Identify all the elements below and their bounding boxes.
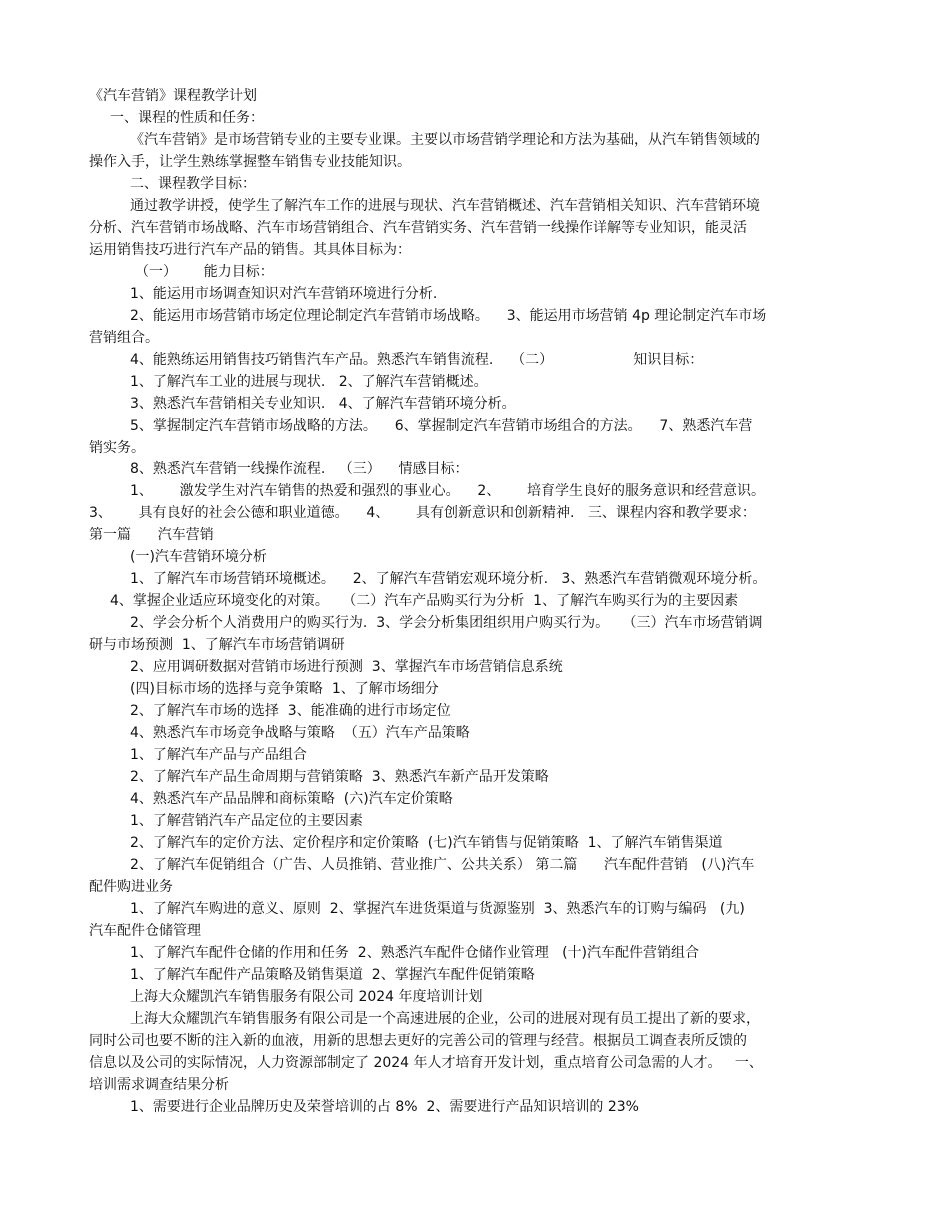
document-body xyxy=(0,86,950,1119)
subsection-heading: (四)目标市场的选择与竞争策略 1、了解市场细分 xyxy=(130,681,439,698)
paragraph-line: 培训需求调查结果分析 xyxy=(89,1076,229,1093)
list-item: 2、能运用市场营销市场定位理论制定汽车营销市场战略。 3、能运用市场营销 4p 理论制定汽车市场 xyxy=(130,307,767,324)
list-item: 1、能运用市场调查知识对汽车营销环境进行分析. xyxy=(130,285,438,302)
doc-title: 《汽车营销》课程教学计划 xyxy=(89,88,257,104)
paragraph-line: 研与市场预测 1、了解汽车市场营销调研 xyxy=(89,637,345,654)
paragraph-line: 同时公司也要不断的注入新的血液，用新的思想去更好的完善公司的管理与经营。根据员工调查表所反馈的 xyxy=(89,1032,747,1049)
paragraph-line: 营销组合。 xyxy=(89,329,159,346)
list-item: 4、掌握企业适应环境变化的对策。 （二）汽车产品购买行为分析 1、了解汽车购买行为的主要因素 xyxy=(110,593,739,610)
paragraph-line: 分析、汽车营销市场战略、汽车市场营销组合、汽车营销实务、汽车营销一线操作详解等专业知识，能灵活 xyxy=(89,219,747,236)
list-item: 1、了解汽车配件产品策略及销售渠道 2、掌握汽车配件促销策略 xyxy=(130,966,535,983)
list-item: 1、 激发学生对汽车销售的热爱和强烈的事业心。 2、 培育学生良好的服务意识和经营意识。 xyxy=(130,483,766,500)
list-item: 1、需要进行企业品牌历史及荣誉培训的占 8% 2、需要进行产品知识培训的 23% xyxy=(130,1098,639,1115)
list-item: 2、了解汽车产品生命周期与营销策略 3、熟悉汽车新产品开发策略 xyxy=(130,769,549,786)
list-item: 1、了解营销汽车产品定位的主要因素 xyxy=(130,812,363,829)
paragraph-line: 配件购进业务 xyxy=(89,878,173,895)
subsection-heading: （一） 能力目标： xyxy=(135,263,274,280)
part-heading: 第一篇 汽车营销 xyxy=(89,527,214,544)
list-item: 1、了解汽车配件仓储的作用和任务 2、熟悉汽车配件仓储作业管理 (十)汽车配件营销组合 xyxy=(130,944,699,961)
list-item: 2、了解汽车市场的选择 3、能准确的进行市场定位 xyxy=(130,703,451,720)
list-item: 1、了解汽车市场营销环境概述。 2、了解汽车营销宏观环境分析. 3、熟悉汽车营销微观环境分析。 xyxy=(130,571,767,588)
section-heading: 二、课程教学目标： xyxy=(130,175,256,192)
list-item: 1、了解汽车工业的进展与现状. 2、了解汽车营销概述。 xyxy=(130,373,488,390)
paragraph-line: 上海大众耀凯汽车销售服务有限公司是一个高速进展的企业，公司的进展对现有员工提出了新的要求， xyxy=(130,1010,760,1027)
paragraph-line: 通过教学讲授，使学生了解汽车工作的进展与现状、汽车营销概述、汽车营销相关知识、汽车营销环境 xyxy=(130,197,760,214)
paragraph-line: 《汽车营销》是市场营销专业的主要专业课。主要以市场营销学理论和方法为基础，从汽车销售领域的 xyxy=(130,131,760,148)
section-heading: 一、课程的性质和任务： xyxy=(110,109,264,126)
plan-title: 上海大众耀凯汽车销售服务有限公司 2024 年度培训计划 xyxy=(130,988,483,1005)
list-item: 1、了解汽车购进的意义、原则 2、掌握汽车进货渠道与货源鉴别 3、熟悉汽车的订购与编码 (九) xyxy=(130,900,745,917)
list-item: 4、熟悉汽车市场竞争战略与策略 （五）汽车产品策略 xyxy=(130,725,470,742)
paragraph-line: 汽车配件仓储管理 xyxy=(89,922,201,939)
list-item: 2、应用调研数据对营销市场进行预测 3、掌握汽车市场营销信息系统 xyxy=(130,659,563,676)
list-item: 4、熟悉汽车产品品牌和商标策略 (六)汽车定价策略 xyxy=(130,791,453,807)
list-item: 5、掌握制定汽车营销市场战略的方法。 6、掌握制定汽车营销市场组合的方法。 7、熟悉汽车营 xyxy=(130,417,753,434)
list-item: 4、能熟练运用销售技巧销售汽车产品。熟悉汽车销售流程. （二） 知识目标： xyxy=(130,351,704,368)
subsection-heading: (一)汽车营销环境分析 xyxy=(130,549,267,566)
list-item: 3、 具有良好的社会公德和职业道德。 4、 具有创新意识和创新精神. 三、课程内容和教学要求： xyxy=(89,505,756,522)
paragraph-line: 销实务。 xyxy=(89,439,145,456)
list-item: 2、了解汽车的定价方法、定价程序和定价策略 (七)汽车销售与促销策略 1、了解汽车销售渠道 xyxy=(130,834,723,851)
paragraph-line: 运用销售技巧进行汽车产品的销售。其具体目标为： xyxy=(89,241,411,258)
list-item: 2、学会分析个人消费用户的购买行为. 3、学会分析集团组织用户购买行为。 （三）汽车市场营销调 xyxy=(130,615,763,632)
list-item: 8、熟悉汽车营销一线操作流程. （三） 情感目标： xyxy=(130,461,469,478)
paragraph-line: 信息以及公司的实际情况，人力资源部制定了 2024 年人才培育开发计划，重点培育公司急需的人才。 一、 xyxy=(89,1054,763,1071)
list-item: 2、了解汽车促销组合（广告、人员推销、营业推广、公共关系） 第二篇 汽车配件营销 (八)汽车 xyxy=(130,856,755,873)
list-item: 1、了解汽车产品与产品组合 xyxy=(130,747,307,764)
paragraph-line: 操作入手，让学生熟练掌握整车销售专业技能知识。 xyxy=(89,153,411,170)
list-item: 3、熟悉汽车营销相关专业知识. 4、了解汽车营销环境分析。 xyxy=(130,395,516,412)
